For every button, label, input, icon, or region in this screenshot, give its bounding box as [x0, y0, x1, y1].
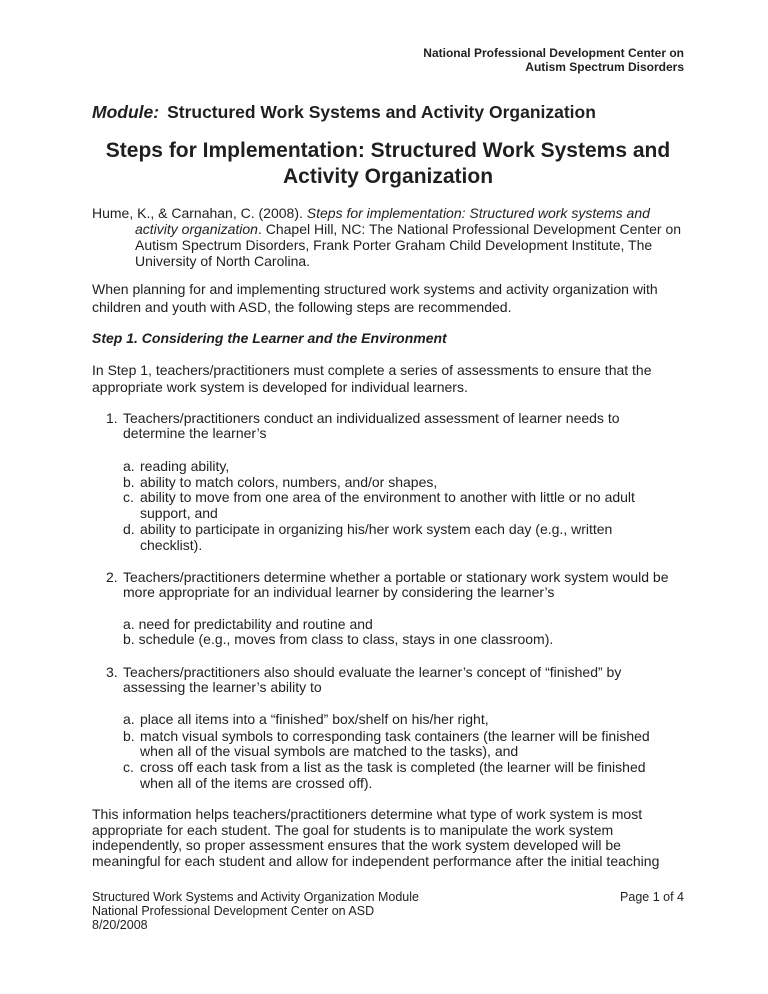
module-heading: [92, 102, 596, 123]
citation-text: . Chapel Hill, NC: The National Professional Development Center on: [257, 221, 682, 237]
subitem-text: match visual symbols to corresponding task containers (the learner will be finished: [140, 728, 650, 744]
subitem-text: checklist).: [140, 537, 203, 553]
step1-heading: Step 1. Considering the Learner and the Environment: [92, 330, 447, 346]
intro-paragraph: [92, 280, 658, 316]
footer-line: National Professional Development Center on ASD: [92, 904, 375, 918]
item-text: Teachers/practitioners determine whether a portable or stationary work system would be: [123, 569, 669, 585]
subitem-letter: b.: [123, 728, 135, 744]
paragraph-line: appropriate for each student. The goal for students is to manipulate the work system: [92, 821, 614, 838]
paragraph-line: When planning for and implementing structured work systems and activity organization with: [92, 281, 658, 297]
module-label: Module:: [92, 102, 160, 122]
citation-title: activity organization: [135, 221, 258, 237]
subitem-letter: d.: [123, 521, 135, 537]
subitem-text: when all of the visual symbols are matched to the tasks), and: [140, 743, 519, 759]
header-line: Autism Spectrum Disorders: [525, 60, 684, 74]
item-text: Teachers/practitioners also should evaluate the learner’s concept of “finished” by: [123, 664, 622, 680]
citation: [92, 205, 681, 269]
subitem-text: a. need for predictability and routine and: [123, 616, 373, 632]
header-line: National Professional Development Center on: [423, 46, 684, 60]
subitem-text: b. schedule (e.g., moves from class to class, stays in one classroom).: [123, 631, 554, 647]
paragraph-line: appropriate work system is developed for individual learners.: [92, 379, 468, 395]
subitem-text: cross off each task from a list as the task is completed (the learner will be finished: [140, 759, 646, 775]
item-number: 3.: [106, 664, 118, 680]
paragraph-line: In Step 1, teachers/practitioners must complete a series of assessments to ensure that the: [92, 362, 652, 378]
subitem-letter: c.: [123, 489, 134, 505]
step1-intro: [92, 362, 652, 396]
footer-date: 8/20/2008: [92, 918, 148, 932]
page-title: [0, 138, 768, 190]
item-number: 1.: [106, 410, 118, 426]
paragraph-line: children and youth with ASD, the following steps are recommended.: [92, 299, 512, 315]
subitem-text: reading ability,: [140, 458, 230, 474]
subitem-letter: a.: [123, 458, 135, 474]
subitem-text: ability to participate in organizing his/her work system each day (e.g., written: [140, 521, 613, 537]
citation-title: Steps for implementation: Structured work systems and: [306, 205, 650, 221]
subitem-letter: a.: [123, 711, 135, 727]
module-title: Structured Work Systems and Activity Organization: [167, 102, 596, 122]
title-line: Steps for Implementation: Structured Work Systems and: [105, 139, 671, 162]
item-text: Teachers/practitioners conduct an individualized assessment of learner needs to: [123, 410, 620, 426]
page-number: Page 1 of 4: [620, 890, 684, 904]
item-text: more appropriate for an individual learner by considering the learner’s: [123, 584, 555, 600]
item-text: determine the learner’s: [123, 425, 267, 441]
subitem-text: when all of the items are crossed off).: [140, 775, 373, 791]
citation-text: Hume, K., & Carnahan, C. (2008).: [92, 205, 307, 221]
page-footer: [92, 890, 419, 932]
paragraph-line: meaningful for each student and allow for independent performance after the initial teaching: [92, 853, 660, 870]
subitem-text: support, and: [140, 505, 218, 521]
subitem-text: place all items into a “finished” box/shelf on his/her right,: [140, 711, 489, 727]
citation-text: Autism Spectrum Disorders, Frank Porter Graham Child Development Institute, The: [135, 237, 653, 253]
item-text: assessing the learner’s ability to: [123, 679, 322, 695]
running-header: [423, 46, 684, 74]
item-number: 2.: [106, 569, 118, 585]
paragraph-line: independently, so proper assessment ensures that the work system developed will be: [92, 837, 621, 854]
subitem-letter: b.: [123, 474, 135, 490]
subitem-text: ability to move from one area of the environment to another with little or no adult: [140, 489, 635, 505]
closing-paragraph: [92, 807, 659, 870]
footer-line: Structured Work Systems and Activity Organization Module: [92, 890, 419, 904]
citation-text: University of North Carolina.: [135, 253, 311, 269]
subitem-text: ability to match colors, numbers, and/or shapes,: [140, 474, 438, 490]
title-line: Activity Organization: [282, 165, 494, 188]
subitem-letter: c.: [123, 759, 134, 775]
paragraph-line: This information helps teachers/practitioners determine what type of work system is most: [92, 806, 643, 822]
